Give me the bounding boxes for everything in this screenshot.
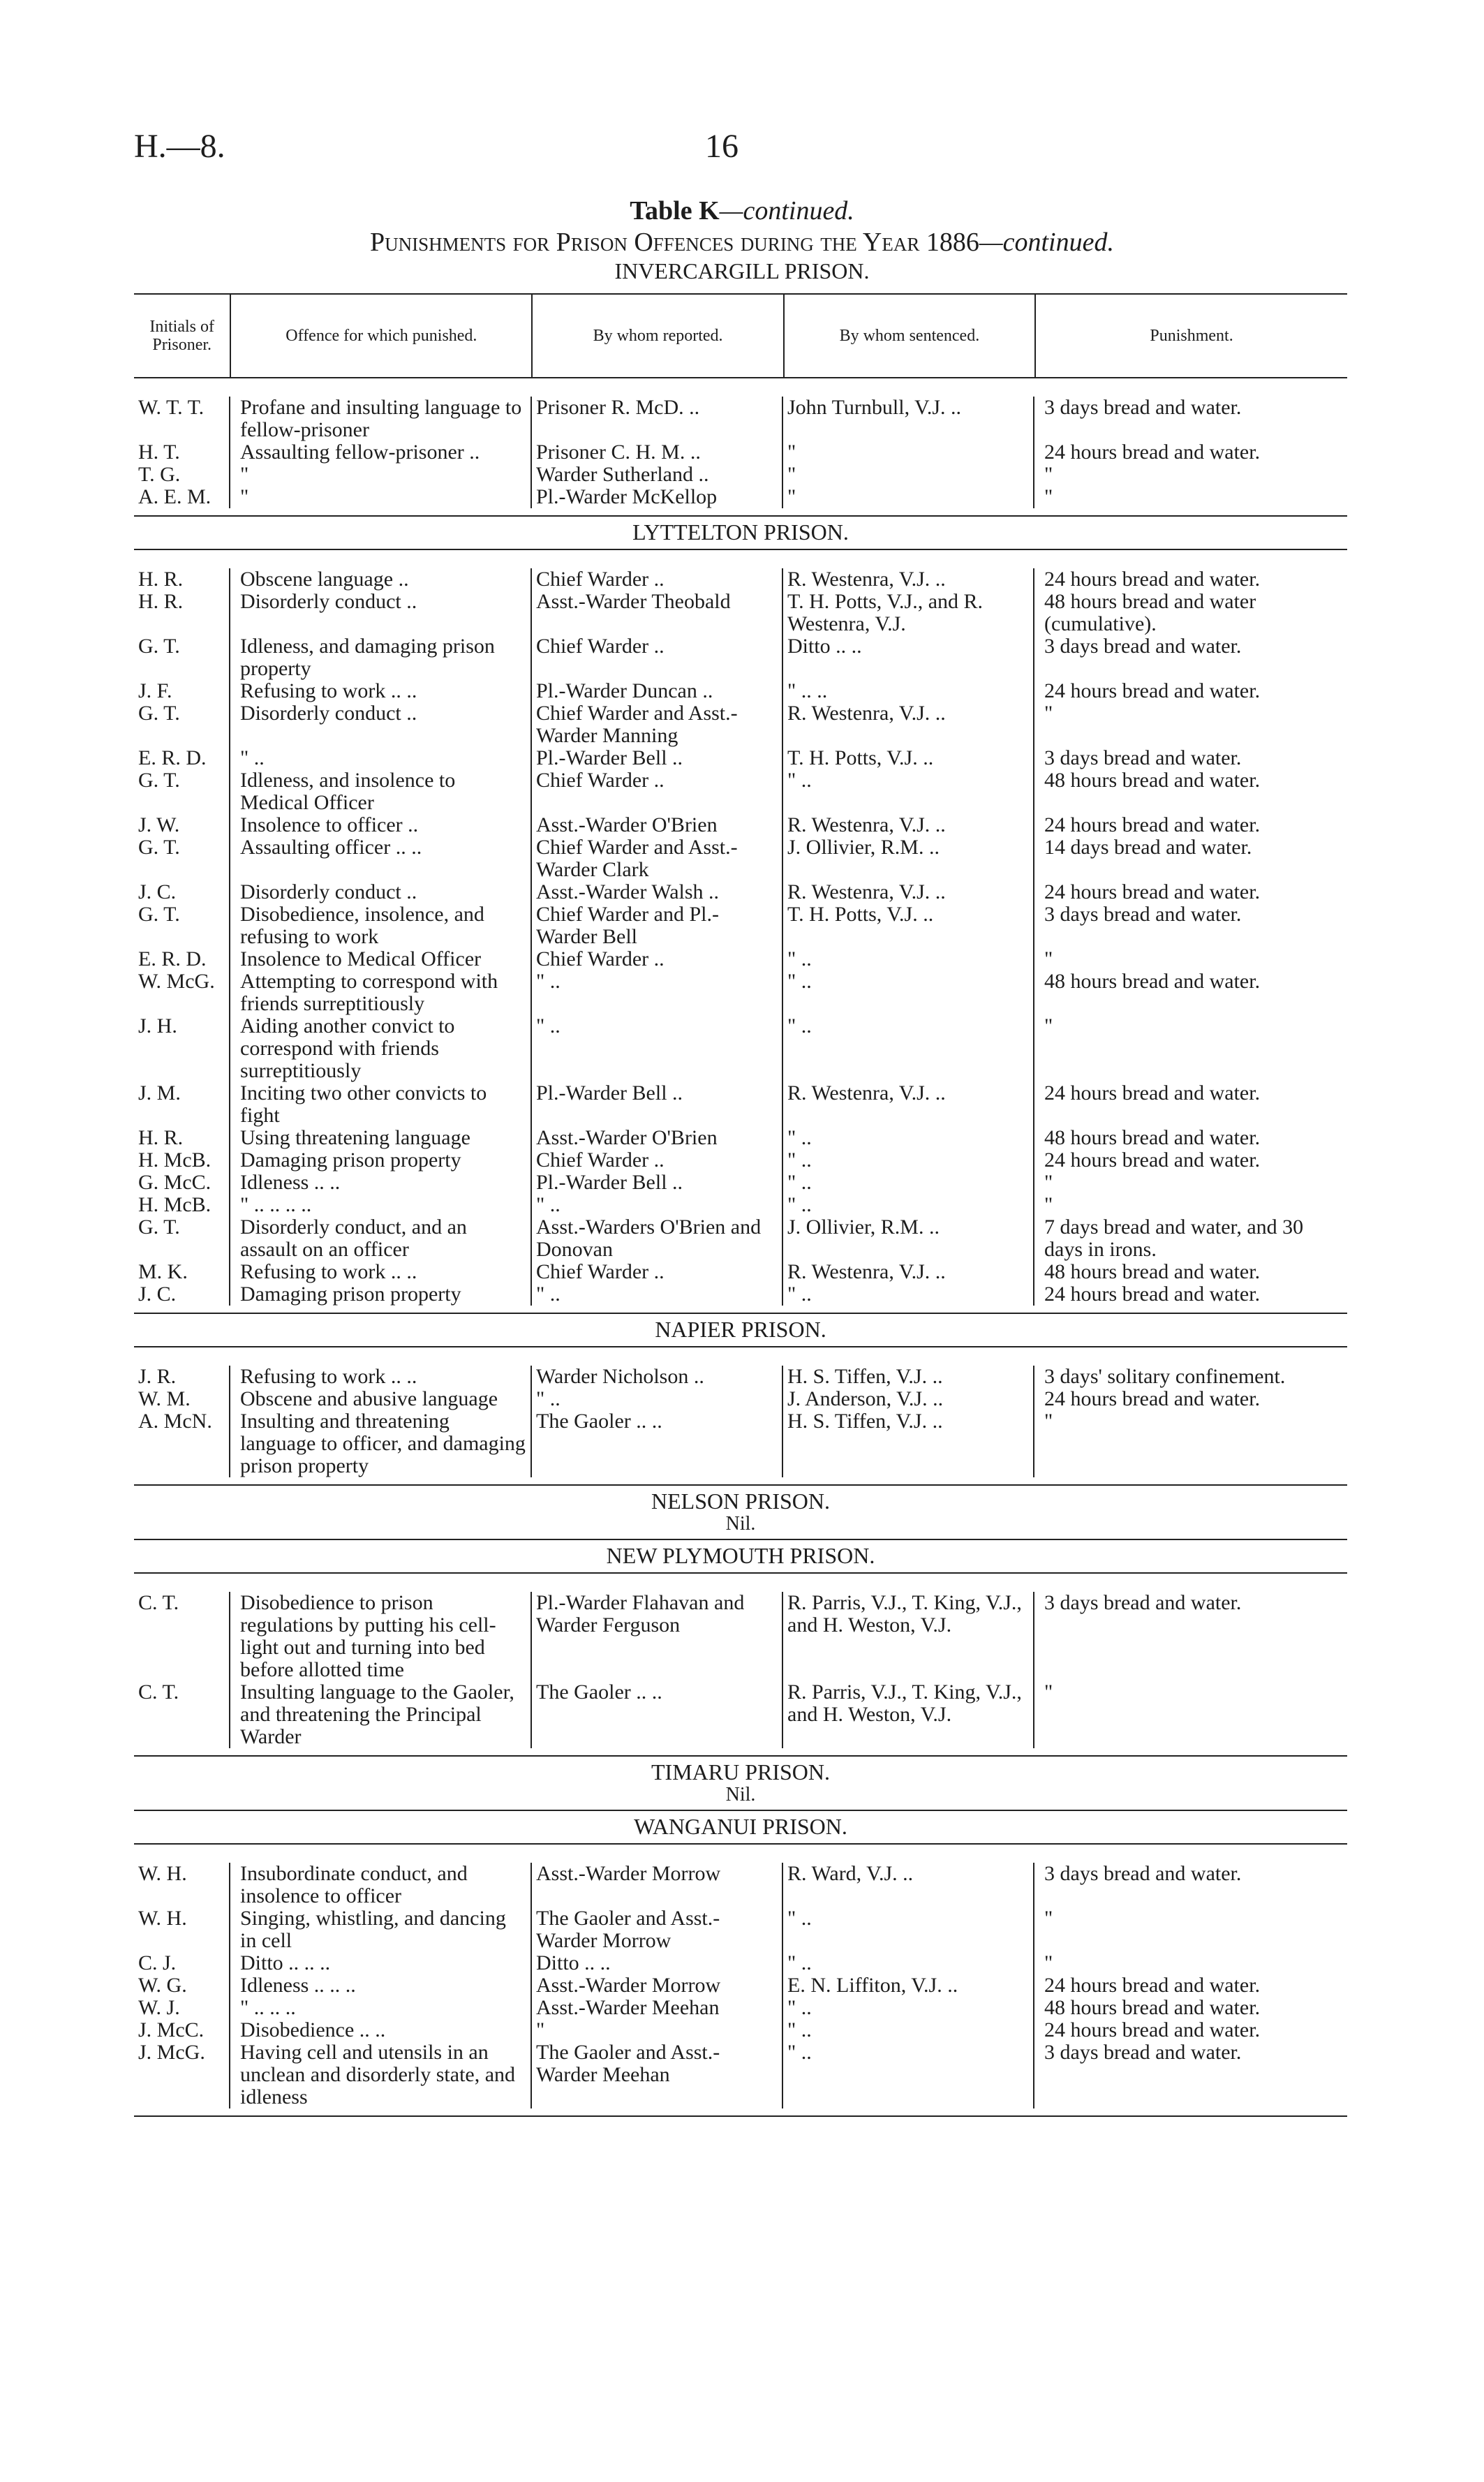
section-title bbox=[134, 1757, 1347, 1810]
table-row bbox=[134, 2041, 1347, 2108]
reported-cell: Chief Warder .. bbox=[532, 769, 783, 814]
title-block bbox=[0, 195, 1484, 283]
initials-cell: J. McC. bbox=[134, 2019, 230, 2041]
offence-cell: Inciting two other convicts to fight bbox=[230, 1082, 532, 1127]
table-header bbox=[134, 293, 1347, 378]
table-row bbox=[134, 441, 1347, 464]
section-name: TIMARU PRISON. bbox=[651, 1759, 831, 1785]
sentenced-cell: J. Ollivier, R.M. .. bbox=[783, 836, 1034, 881]
initials-cell: A. McN. bbox=[134, 1410, 230, 1477]
section-title bbox=[134, 1314, 1347, 1346]
table-row bbox=[134, 1952, 1347, 1974]
table-header-row bbox=[134, 293, 1347, 378]
initials-cell: A. E. M. bbox=[134, 486, 230, 508]
punishment-cell: 24 hours bread and water. bbox=[1044, 1387, 1261, 1410]
table-row bbox=[134, 1907, 1347, 1952]
offence-cell: " bbox=[230, 464, 532, 486]
table-row bbox=[134, 1681, 1347, 1748]
punishment-cell: 24 hours bread and water. bbox=[1044, 2018, 1261, 2041]
initials-cell: G. T. bbox=[134, 769, 230, 814]
section-name: NELSON PRISON. bbox=[651, 1489, 831, 1514]
initials-cell: W. M. bbox=[134, 1388, 230, 1410]
punishment-cell: " bbox=[1044, 1014, 1053, 1037]
section-rows bbox=[134, 1572, 1347, 1757]
table-row bbox=[134, 1261, 1347, 1283]
sentenced-cell: " .. bbox=[783, 1907, 1034, 1952]
reported-cell: Chief Warder .. bbox=[532, 948, 783, 970]
sentenced-cell: " bbox=[783, 441, 1034, 464]
offence-cell: Disorderly conduct .. bbox=[230, 591, 532, 635]
sentenced-cell: J. Anderson, V.J. .. bbox=[783, 1388, 1034, 1410]
sentenced-cell: R. Parris, V.J., T. King, V.J., and H. Weston, V.J. bbox=[783, 1592, 1034, 1681]
offence-cell: Refusing to work .. .. bbox=[230, 680, 532, 702]
section-name: NEW PLYMOUTH PRISON. bbox=[606, 1543, 875, 1568]
table-title-main: Table K bbox=[630, 196, 720, 226]
sentenced-cell: " .. bbox=[783, 1149, 1034, 1172]
section-name: NAPIER PRISON. bbox=[655, 1317, 826, 1342]
table-row bbox=[134, 970, 1347, 1015]
reported-cell: Chief Warder and Pl.-Warder Bell bbox=[532, 903, 783, 948]
offence-cell: Assaulting fellow-prisoner .. bbox=[230, 441, 532, 464]
punishment-cell: " bbox=[1044, 1193, 1053, 1216]
offence-cell: Obscene language .. bbox=[230, 568, 532, 591]
initials-cell: W. H. bbox=[134, 1907, 230, 1952]
punishment-cell: 24 hours bread and water. bbox=[1044, 1283, 1261, 1306]
sentenced-cell: " bbox=[783, 486, 1034, 508]
initials-cell: E. R. D. bbox=[134, 948, 230, 970]
offence-cell: Attempting to correspond with friends surreptitiously bbox=[230, 970, 532, 1015]
initials-cell: W. McG. bbox=[134, 970, 230, 1015]
table-row bbox=[134, 2019, 1347, 2041]
sentenced-cell: E. N. Liffiton, V.J. .. bbox=[783, 1974, 1034, 1997]
sentenced-cell: " .. bbox=[783, 1015, 1034, 1082]
reported-cell: Ditto .. .. bbox=[532, 1952, 783, 1974]
table-row bbox=[134, 1592, 1347, 1681]
sentenced-cell: R. Westenra, V.J. .. bbox=[783, 814, 1034, 836]
reported-cell: Warder Sutherland .. bbox=[532, 464, 783, 486]
offence-cell: Insubordinate conduct, and insolence to officer bbox=[230, 1863, 532, 1907]
reported-cell: Asst.-Warder Meehan bbox=[532, 1997, 783, 2019]
offence-cell: Idleness, and damaging prison property bbox=[230, 635, 532, 680]
table-row bbox=[134, 814, 1347, 836]
offence-cell: Having cell and utensils in an unclean and disorderly state, and idleness bbox=[230, 2041, 532, 2108]
reported-cell: Asst.-Warder Theobald bbox=[532, 591, 783, 635]
initials-cell: T. G. bbox=[134, 464, 230, 486]
reported-cell: Chief Warder .. bbox=[532, 568, 783, 591]
sentenced-cell: " .. bbox=[783, 970, 1034, 1015]
table-row bbox=[134, 1082, 1347, 1127]
table-row bbox=[134, 464, 1347, 486]
offence-cell: Aiding another convict to correspond with friends surreptitiously bbox=[230, 1015, 532, 1082]
punishment-cell: 48 hours bread and water. bbox=[1044, 769, 1261, 792]
table-row bbox=[134, 591, 1347, 635]
reported-cell: Pl.-Warder Bell .. bbox=[532, 1172, 783, 1194]
offence-cell: Disorderly conduct, and an assault on an officer bbox=[230, 1216, 532, 1261]
punishment-cell: " bbox=[1044, 1680, 1053, 1704]
initials-cell: G. T. bbox=[134, 836, 230, 881]
punishment-cell: " bbox=[1044, 1171, 1053, 1194]
sentenced-cell: T. H. Potts, V.J. .. bbox=[783, 747, 1034, 769]
table-row bbox=[134, 1410, 1347, 1477]
offence-cell: Idleness .. .. bbox=[230, 1172, 532, 1194]
section-rows bbox=[134, 1346, 1347, 1486]
reported-cell: Chief Warder and Asst.-Warder Clark bbox=[532, 836, 783, 881]
punishment-cell: 24 hours bread and water. bbox=[1044, 441, 1261, 464]
offence-cell: Profane and insulting language to fellow-prisoner bbox=[230, 397, 532, 441]
reported-cell: " .. bbox=[532, 1015, 783, 1082]
punishment-cell: 48 hours bread and water (cumulative). bbox=[1044, 590, 1256, 635]
offence-cell: Damaging prison property bbox=[230, 1283, 532, 1306]
reported-cell: The Gaoler and Asst.-Warder Morrow bbox=[532, 1907, 783, 1952]
initials-cell: W. J. bbox=[134, 1997, 230, 2019]
sentenced-cell: " .. bbox=[783, 1194, 1034, 1216]
sentenced-cell: John Turnbull, V.J. .. bbox=[783, 397, 1034, 441]
punishment-cell: " bbox=[1044, 463, 1053, 486]
initials-cell: W. T. T. bbox=[134, 397, 230, 441]
punishment-cell: 3 days bread and water. bbox=[1044, 2041, 1242, 2064]
offence-cell: Insulting language to the Gaoler, and threatening the Principal Warder bbox=[230, 1681, 532, 1748]
table-row bbox=[134, 680, 1347, 702]
punishment-cell: 24 hours bread and water. bbox=[1044, 1974, 1261, 1997]
table-subtitle bbox=[0, 226, 1484, 258]
punishment-cell: 3 days bread and water. bbox=[1044, 396, 1242, 419]
sentenced-cell: R. Parris, V.J., T. King, V.J., and H. Weston, V.J. bbox=[783, 1681, 1034, 1748]
initials-cell: J. R. bbox=[134, 1366, 230, 1388]
punishment-cell: 24 hours bread and water. bbox=[1044, 1081, 1261, 1105]
initials-cell: M. K. bbox=[134, 1261, 230, 1283]
sentenced-cell: " .. bbox=[783, 1283, 1034, 1306]
initials-cell: J. F. bbox=[134, 680, 230, 702]
reported-cell: Prisoner C. H. M. .. bbox=[532, 441, 783, 464]
section-title bbox=[134, 1540, 1347, 1572]
punishment-cell: 24 hours bread and water. bbox=[1044, 880, 1261, 903]
sentenced-cell: R. Westenra, V.J. .. bbox=[783, 1082, 1034, 1127]
sentenced-cell: R. Ward, V.J. .. bbox=[783, 1863, 1034, 1907]
table-row bbox=[134, 881, 1347, 903]
table-row bbox=[134, 486, 1347, 508]
reported-cell: Chief Warder and Asst.-Warder Manning bbox=[532, 702, 783, 747]
column-header-initials: Initials of Prisoner. bbox=[134, 295, 231, 377]
initials-cell: W. H. bbox=[134, 1863, 230, 1907]
offence-cell: Obscene and abusive language bbox=[230, 1388, 532, 1410]
sentenced-cell: J. Ollivier, R.M. .. bbox=[783, 1216, 1034, 1261]
punishment-cell: " bbox=[1044, 1951, 1053, 1974]
punishment-cell: 24 hours bread and water. bbox=[1044, 813, 1261, 836]
reported-cell: Prisoner R. McD. .. bbox=[532, 397, 783, 441]
offence-cell: Disorderly conduct .. bbox=[230, 702, 532, 747]
initials-cell: H. R. bbox=[134, 1127, 230, 1149]
table-row bbox=[134, 903, 1347, 948]
punishment-cell: " bbox=[1044, 702, 1053, 725]
punishment-cell: 48 hours bread and water. bbox=[1044, 1996, 1261, 2019]
initials-cell: G. McC. bbox=[134, 1172, 230, 1194]
table-row bbox=[134, 1974, 1347, 1997]
table-row bbox=[134, 1194, 1347, 1216]
offence-cell: Idleness .. .. .. bbox=[230, 1974, 532, 1997]
sentenced-cell: R. Westenra, V.J. .. bbox=[783, 702, 1034, 747]
offence-cell: Disobedience to prison regulations by putting his cell-light out and turning into bed before allotted time bbox=[230, 1592, 532, 1681]
punishment-cell: 3 days' solitary confinement. bbox=[1044, 1365, 1286, 1388]
sentenced-cell: " .. bbox=[783, 769, 1034, 814]
table-row bbox=[134, 747, 1347, 769]
table-row bbox=[134, 1388, 1347, 1410]
sentenced-cell: " .. bbox=[783, 1952, 1034, 1974]
reported-cell: Pl.-Warder Duncan .. bbox=[532, 680, 783, 702]
offence-cell: Disorderly conduct .. bbox=[230, 881, 532, 903]
table-row bbox=[134, 1172, 1347, 1194]
sentenced-cell: " .. .. bbox=[783, 680, 1034, 702]
first-section-title: INVERCARGILL PRISON. bbox=[614, 258, 870, 283]
table-row bbox=[134, 1149, 1347, 1172]
sentenced-cell: " .. bbox=[783, 948, 1034, 970]
sentenced-cell: Ditto .. .. bbox=[783, 635, 1034, 680]
sentenced-cell: R. Westenra, V.J. .. bbox=[783, 1261, 1034, 1283]
section-name: WANGANUI PRISON. bbox=[634, 1814, 847, 1839]
reported-cell: Asst.-Warder Morrow bbox=[532, 1974, 783, 1997]
section-rows bbox=[134, 1843, 1347, 2117]
initials-cell: J. McG. bbox=[134, 2041, 230, 2108]
sentenced-cell: H. S. Tiffen, V.J. .. bbox=[783, 1410, 1034, 1477]
section-rows bbox=[134, 377, 1347, 517]
offence-cell: Insulting and threatening language to officer, and damaging prison property bbox=[230, 1410, 532, 1477]
page-number: 16 bbox=[705, 128, 739, 165]
punishment-cell: 3 days bread and water. bbox=[1044, 903, 1242, 926]
reported-cell: Pl.-Warder McKellop bbox=[532, 486, 783, 508]
table-row bbox=[134, 1366, 1347, 1388]
initials-cell: E. R. D. bbox=[134, 747, 230, 769]
reported-cell: " .. bbox=[532, 1388, 783, 1410]
initials-cell: J. M. bbox=[134, 1082, 230, 1127]
initials-cell: H. T. bbox=[134, 441, 230, 464]
punishment-cell: " bbox=[1044, 485, 1053, 508]
punishment-cell: 48 hours bread and water. bbox=[1044, 1260, 1261, 1283]
sentenced-cell: T. H. Potts, V.J., and R. Westenra, V.J. bbox=[783, 591, 1034, 635]
offence-cell: " .. .. .. .. bbox=[230, 1194, 532, 1216]
reported-cell: Pl.-Warder Flahavan and Warder Ferguson bbox=[532, 1592, 783, 1681]
section-title bbox=[134, 517, 1347, 549]
initials-cell: G. T. bbox=[134, 903, 230, 948]
reported-cell: The Gaoler .. .. bbox=[532, 1681, 783, 1748]
punishment-cell: 14 days bread and water. bbox=[1044, 836, 1252, 859]
table-row bbox=[134, 1015, 1347, 1082]
offence-cell: Damaging prison property bbox=[230, 1149, 532, 1172]
punishment-cell: 24 hours bread and water. bbox=[1044, 679, 1261, 702]
table-title bbox=[0, 195, 1484, 226]
reported-cell: " .. bbox=[532, 1283, 783, 1306]
offence-cell: " bbox=[230, 486, 532, 508]
punishment-cell: 3 days bread and water. bbox=[1044, 746, 1242, 769]
table-row bbox=[134, 948, 1347, 970]
reported-cell: The Gaoler .. .. bbox=[532, 1410, 783, 1477]
punishment-cell: 24 hours bread and water. bbox=[1044, 568, 1261, 591]
page-series: H.—8. bbox=[134, 128, 225, 165]
punishment-cell: 48 hours bread and water. bbox=[1044, 970, 1261, 993]
reported-cell: Asst.-Warder Morrow bbox=[532, 1863, 783, 1907]
table-row bbox=[134, 836, 1347, 881]
table-row bbox=[134, 1216, 1347, 1261]
punishment-cell: 3 days bread and water. bbox=[1044, 635, 1242, 658]
reported-cell: Pl.-Warder Bell .. bbox=[532, 1082, 783, 1127]
section-nil: Nil. bbox=[725, 1784, 756, 1805]
offence-cell: Refusing to work .. .. bbox=[230, 1261, 532, 1283]
reported-cell: Warder Nicholson .. bbox=[532, 1366, 783, 1388]
section-title bbox=[134, 1486, 1347, 1539]
initials-cell: G. T. bbox=[134, 1216, 230, 1261]
initials-cell: H. R. bbox=[134, 591, 230, 635]
initials-cell: C. T. bbox=[134, 1592, 230, 1681]
offence-cell: " .. .. .. bbox=[230, 1997, 532, 2019]
initials-cell: H. McB. bbox=[134, 1149, 230, 1172]
table-row bbox=[134, 1283, 1347, 1306]
initials-cell: J. C. bbox=[134, 1283, 230, 1306]
initials-cell: C. T. bbox=[134, 1681, 230, 1748]
sentenced-cell: T. H. Potts, V.J. .. bbox=[783, 903, 1034, 948]
offence-cell: Ditto .. .. .. bbox=[230, 1952, 532, 1974]
column-header-reported: By whom reported. bbox=[533, 295, 784, 377]
sentenced-cell: " .. bbox=[783, 2041, 1034, 2108]
section-title bbox=[134, 1811, 1347, 1843]
reported-cell: " .. bbox=[532, 1194, 783, 1216]
punishment-cell: " bbox=[1044, 947, 1053, 970]
initials-cell: J. C. bbox=[134, 881, 230, 903]
table-row bbox=[134, 1127, 1347, 1149]
initials-cell: C. J. bbox=[134, 1952, 230, 1974]
sentenced-cell: " .. bbox=[783, 1997, 1034, 2019]
offence-cell: Assaulting officer .. .. bbox=[230, 836, 532, 881]
sentenced-cell: " .. bbox=[783, 2019, 1034, 2041]
reported-cell: Asst.-Warder Walsh .. bbox=[532, 881, 783, 903]
table-row bbox=[134, 769, 1347, 814]
offence-cell: Insolence to Medical Officer bbox=[230, 948, 532, 970]
punishment-cell: 7 days bread and water, and 30 days in irons. bbox=[1044, 1216, 1304, 1261]
offence-cell: Disobedience, insolence, and refusing to work bbox=[230, 903, 532, 948]
table-row bbox=[134, 568, 1347, 591]
sentenced-cell: " .. bbox=[783, 1127, 1034, 1149]
sentenced-cell: " bbox=[783, 464, 1034, 486]
column-header-offence: Offence for which punished. bbox=[231, 295, 533, 377]
sentenced-cell: R. Westenra, V.J. .. bbox=[783, 881, 1034, 903]
initials-cell: H. McB. bbox=[134, 1194, 230, 1216]
section-name: LYTTELTON PRISON. bbox=[632, 519, 849, 545]
section-nil: Nil. bbox=[725, 1513, 756, 1535]
offence-cell: " .. bbox=[230, 747, 532, 769]
sentenced-cell: H. S. Tiffen, V.J. .. bbox=[783, 1366, 1034, 1388]
table-row bbox=[134, 702, 1347, 747]
reported-cell: Chief Warder .. bbox=[532, 635, 783, 680]
punishment-cell: 24 hours bread and water. bbox=[1044, 1148, 1261, 1172]
offence-cell: Insolence to officer .. bbox=[230, 814, 532, 836]
reported-cell: " .. bbox=[532, 970, 783, 1015]
section-rows bbox=[134, 549, 1347, 1314]
table-title-cont: —continued. bbox=[719, 196, 854, 226]
punishment-cell: 3 days bread and water. bbox=[1044, 1591, 1242, 1614]
offence-cell: Using threatening language bbox=[230, 1127, 532, 1149]
table-subtitle-cont: —continued. bbox=[979, 228, 1114, 257]
reported-cell: " bbox=[532, 2019, 783, 2041]
reported-cell: Asst.-Warders O'Brien and Donovan bbox=[532, 1216, 783, 1261]
table-row bbox=[134, 1997, 1347, 2019]
reported-cell: Chief Warder .. bbox=[532, 1261, 783, 1283]
table-body bbox=[134, 377, 1347, 2117]
table-row bbox=[134, 397, 1347, 441]
initials-cell: J. W. bbox=[134, 814, 230, 836]
reported-cell: Asst.-Warder O'Brien bbox=[532, 814, 783, 836]
column-header-punishment: Punishment. bbox=[1150, 327, 1233, 345]
reported-cell: Chief Warder .. bbox=[532, 1149, 783, 1172]
column-header-sentenced: By whom sentenced. bbox=[785, 295, 1036, 377]
sentenced-cell: " .. bbox=[783, 1172, 1034, 1194]
initials-cell: G. T. bbox=[134, 635, 230, 680]
sentenced-cell: R. Westenra, V.J. .. bbox=[783, 568, 1034, 591]
initials-cell: W. G. bbox=[134, 1974, 230, 1997]
offence-cell: Disobedience .. .. bbox=[230, 2019, 532, 2041]
reported-cell: Asst.-Warder O'Brien bbox=[532, 1127, 783, 1149]
initials-cell: J. H. bbox=[134, 1015, 230, 1082]
reported-cell: The Gaoler and Asst.-Warder Meehan bbox=[532, 2041, 783, 2108]
table-row bbox=[134, 1863, 1347, 1907]
initials-cell: H. R. bbox=[134, 568, 230, 591]
punishment-cell: " bbox=[1044, 1410, 1053, 1433]
punishment-cell: 3 days bread and water. bbox=[1044, 1862, 1242, 1885]
offence-cell: Singing, whistling, and dancing in cell bbox=[230, 1907, 532, 1952]
reported-cell: Pl.-Warder Bell .. bbox=[532, 747, 783, 769]
punishment-cell: " bbox=[1044, 1907, 1053, 1930]
initials-cell: G. T. bbox=[134, 702, 230, 747]
table-subtitle-main: Punishments for Prison Offences during the Year 1886 bbox=[370, 228, 979, 257]
offence-cell: Refusing to work .. .. bbox=[230, 1366, 532, 1388]
offence-cell: Idleness, and insolence to Medical Officer bbox=[230, 769, 532, 814]
punishment-cell: 48 hours bread and water. bbox=[1044, 1126, 1261, 1149]
table-row bbox=[134, 635, 1347, 680]
